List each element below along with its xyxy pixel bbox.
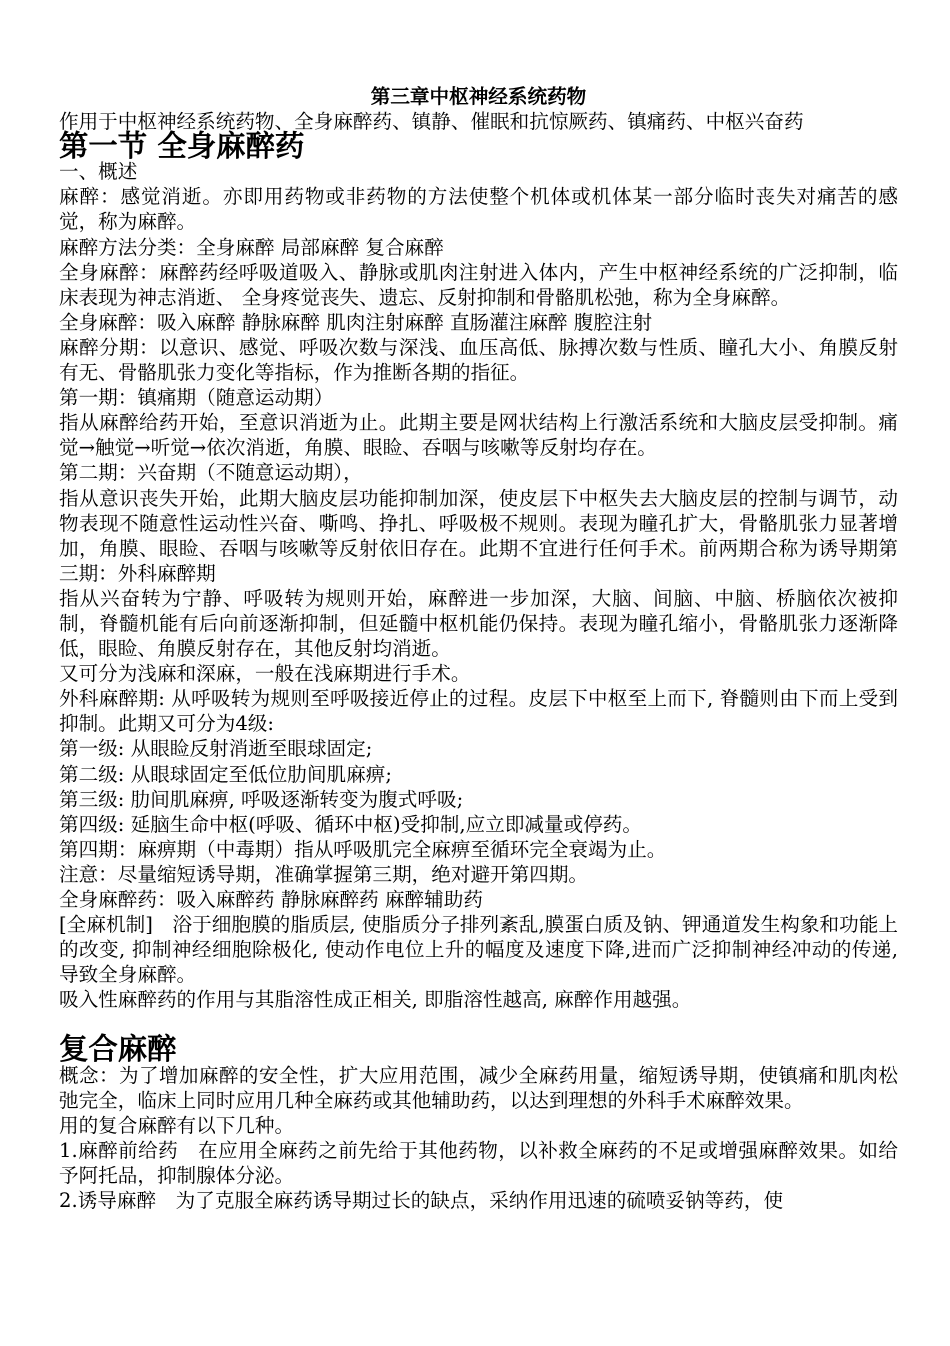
section-heading-combined-anesthesia: 复合麻醉 xyxy=(59,1032,177,1067)
paragraph: 麻醉：感觉消逝。亦即用药物或非药物的方法使整个机体或机体某一部分临时丧失对痛苦的感觉，称为麻醉。 xyxy=(59,185,898,234)
paragraph: 第二期：兴奋期（不随意运动期）， xyxy=(59,461,363,485)
paragraph: 全身麻醉药：吸入麻醉药 静脉麻醉药 麻醉辅助药 xyxy=(59,888,483,911)
paragraph: 第四级: 延脑生命中枢(呼吸、循环中枢)受抑制,应立即减量或停药。 xyxy=(59,812,642,836)
paragraph: 2.诱导麻醉 为了克服全麻药诱导期过长的缺点，采纳作用迅速的硫喷妥钠等药，使 xyxy=(59,1189,784,1213)
paragraph: 外科麻醉期: 从呼吸转为规则至呼吸接近停止的过程。皮层下中枢至上而下, 脊髓则由下而上受到抑制。此期又可分为4级: xyxy=(59,687,898,736)
blank-line xyxy=(59,1012,898,1037)
paragraph: 第三级: 肋间肌麻痹, 呼吸逐渐转变为腹式呼吸; xyxy=(59,787,464,811)
paragraph: 概念：为了增加麻醉的安全性，扩大应用范围，减少全麻药用量，缩短诱导期，使镇痛和肌肉松弛完全，临床上同时应用几种全麻药或其他辅助药，以达到理想的外科手术麻醉效果。 xyxy=(59,1063,898,1112)
paragraph: 一、概述 xyxy=(59,160,138,184)
chapter-title: 第三章中枢神经系统药物 xyxy=(370,85,587,108)
section-body-combined-anesthesia xyxy=(59,1063,898,1214)
paragraph: 指从兴奋转为宁静、呼吸转为规则开始，麻醉进一步加深，大脑、间脑、中脑、桥脑依次被抑制，脊髓机能有后向前逐渐抑制，但延髓中枢机能仍保持。表现为瞳孔缩小，骨骼肌张力逐渐降低，眼睑、角膜反射存在，其他反射均消逝。 xyxy=(59,586,898,661)
paragraph: 指从麻醉给药开始，至意识消逝为止。此期主要是网状结构上行激活系统和大脑皮层受抑制。痛觉→触觉→听觉→依次消逝，角膜、眼睑、吞咽与咳嗽等反射均存在。 xyxy=(59,411,898,460)
paragraph: [全麻机制] 浴于细胞膜的脂质层, 使脂质分子排列紊乱,膜蛋白质及钠、钾通道发生构象和功能上的改变, 抑制神经细胞除极化, 使动作电位上升的幅度及速度下降,进而广泛抑制神经冲动的传递, 导致全身麻醉。 xyxy=(59,913,898,987)
paragraph: 注意：尽量缩短诱导期，准确掌握第三期，绝对避开第四期。 xyxy=(59,862,589,886)
paragraph: 第四期：麻痹期（中毒期）指从呼吸肌完全麻痹至循环完全衰竭为止。 xyxy=(59,837,667,861)
paragraph: 第一级: 从眼睑反射消逝至眼球固定; xyxy=(59,737,373,761)
paragraph: 第一期：镇痛期（随意运动期） xyxy=(59,386,334,410)
section-heading-general-anesthesia: 第一节 全身麻醉药 xyxy=(59,129,305,164)
paragraph: 用的复合麻醉有以下几种。 xyxy=(59,1113,295,1137)
paragraph: 吸入性麻醉药的作用与其脂溶性成正相关, 即脂溶性越高, 麻醉作用越强。 xyxy=(59,988,692,1012)
section-body-general-anesthesia xyxy=(59,159,898,1012)
paragraph: 第二级: 从眼球固定至低位肋间肌麻痹; xyxy=(59,762,392,786)
paragraph: 麻醉方法分类：全身麻醉 局部麻醉 复合麻醉 xyxy=(59,235,444,259)
intro-paragraph: 作用于中枢神经系统药物、全身麻醉药、镇静、催眠和抗惊厥药、镇痛药、中枢兴奋药 xyxy=(59,110,804,134)
paragraph: 指从意识丧失开始，此期大脑皮层功能抑制加深，使皮层下中枢失去大脑皮层的控制与调节，动物表现不随意性运动性兴奋、嘶鸣、挣扎、呼吸极不规则。表现为瞳孔扩大，骨骼肌张力显著增加，角膜、眼睑、吞咽与咳嗽等反射依旧存在。此期不宜进行任何手术。前两期合称为诱导期第三期：外科麻醉期 xyxy=(59,486,898,585)
paragraph: 1.麻醉前给药 在应用全麻药之前先给于其他药物，以补救全麻药的不足或增强麻醉效果。如给予阿托品，抑制腺体分泌。 xyxy=(59,1138,898,1187)
paragraph: 麻醉分期：以意识、感觉、呼吸次数与深浅、血压高低、脉搏次数与性质、瞳孔大小、角膜反射有无、骨骼肌张力变化等指标，作为推断各期的指征。 xyxy=(59,335,898,385)
paragraph: 又可分为浅麻和深麻，一般在浅麻期进行手术。 xyxy=(59,662,471,686)
paragraph: 全身麻醉：麻醉药经呼吸道吸入、静脉或肌肉注射进入体内，产生中枢神经系统的广泛抑制，临床表现为神志消逝、 全身疼觉丧失、遗忘、反射抑制和骨骼肌松弛，称为全身麻醉。 xyxy=(59,260,898,309)
paragraph: 全身麻醉：吸入麻醉 静脉麻醉 肌肉注射麻醉 直肠灌注麻醉 腹腔注射 xyxy=(59,310,653,334)
